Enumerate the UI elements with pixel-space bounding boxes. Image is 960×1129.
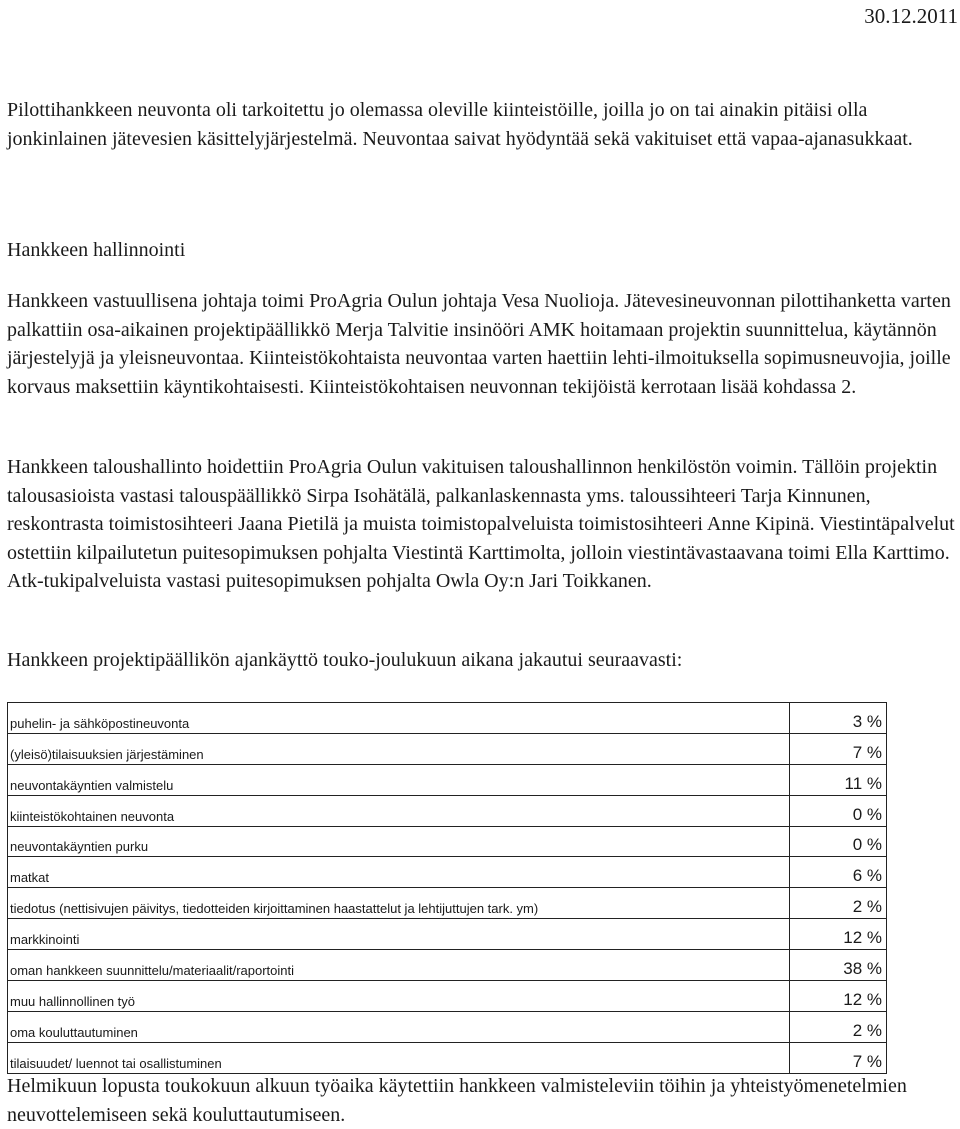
share-cell: 7 % [790,733,887,764]
table-row [8,764,887,795]
table-row [8,1011,887,1042]
activity-cell: kiinteistökohtainen neuvonta [8,795,790,826]
admin-heading: Hankkeen hallinnointi [7,239,186,261]
share-cell: 12 % [790,981,887,1012]
activity-cell: neuvontakäyntien valmistelu [8,764,790,795]
table-row [8,1042,887,1073]
table-row [8,795,887,826]
share-cell: 3 % [790,703,887,734]
activity-cell: neuvontakäyntien purku [8,826,790,857]
activity-cell: oman hankkeen suunnittelu/materiaalit/raportointi [8,950,790,981]
document-date: 30.12.2011 [864,4,958,28]
closing-paragraph: Helmikuun lopusta toukokuun alkuun työaika käytettiin hankkeen valmisteleviin töihin ja yhteistyömenetelmien neuvottelemiseen sekä kouluttautumiseen. [7,1075,907,1126]
time-allocation-heading: Hankkeen projektipäällikön ajankäyttö touko-joulukuun aikana jakautui seuraavasti: [7,649,683,671]
activity-cell: oma kouluttautuminen [8,1011,790,1042]
table-row [8,950,887,981]
table-row [8,919,887,950]
time-allocation-table [7,702,887,1074]
table-row [8,981,887,1012]
table-row [8,888,887,919]
share-cell: 11 % [790,764,887,795]
activity-cell: tiedotus (nettisivujen päivitys, tiedotteiden kirjoittaminen haastattelut ja lehtijuttujen tark. ym) [8,888,790,919]
activity-cell: tilaisuudet/ luennot tai osallistuminen [8,1042,790,1073]
share-cell: 12 % [790,919,887,950]
share-cell: 7 % [790,1042,887,1073]
share-cell: 0 % [790,826,887,857]
activity-cell: muu hallinnollinen työ [8,981,790,1012]
activity-cell: matkat [8,857,790,888]
table-row [8,703,887,734]
share-cell: 2 % [790,888,887,919]
activity-cell: markkinointi [8,919,790,950]
intro-paragraph: Pilottihankkeen neuvonta oli tarkoitettu jo olemassa oleville kiinteistöille, joilla jo on tai ainakin pitäisi olla jonkinlainen jätevesien käsittelyjärjestelmä. Neuvontaa saivat hyödyntää sekä vakituiset että vapaa-ajanasukkaat. [7,99,913,150]
table-row [8,857,887,888]
table-row [8,826,887,857]
share-cell: 2 % [790,1011,887,1042]
share-cell: 0 % [790,795,887,826]
activity-cell: puhelin- ja sähköpostineuvonta [8,703,790,734]
activity-cell: (yleisö)tilaisuuksien järjestäminen [8,733,790,764]
share-cell: 38 % [790,950,887,981]
table-row [8,733,887,764]
share-cell: 6 % [790,857,887,888]
finance-paragraph: Hankkeen taloushallinto hoidettiin ProAgria Oulun vakituisen taloushallinnon henkilöstön voimin. Tällöin projektin talousasioista vastasi talouspäällikkö Sirpa Isohätälä, palkanlaskennasta yms. taloussihteeri Tarja Kinnunen, reskontrasta toimistosihteeri Jaana Pietilä ja muista toimistopalveluista toimistosihteeri Anne Kipinä. Viestintäpalvelut ostettiin kilpailutetun puitesopimuksen pohjalta Viestintä Karttimolta, jolloin viestintävastaavana toimi Ella Karttimo. Atk-tukipalveluista vastasi puitesopimuksen pohjalta Owla Oy:n Jari Toikkanen. [7,456,955,592]
admin-paragraph: Hankkeen vastuullisena johtaja toimi ProAgria Oulun johtaja Vesa Nuolioja. Jätevesineuvonnan pilottihanketta varten palkattiin osa-aikainen projektipäällikkö Merja Talvitie insinööri AMK hoitamaan projektin suunnittelua, käytännön järjestelyjä ja yleisneuvontaa. Kiinteistökohtaista neuvontaa varten haettiin lehti-ilmoituksella sopimusneuvojia, joille korvaus maksettiin käyntikohtaisesti. Kiinteistökohtaisen neuvonnan tekijöistä kerrotaan lisää kohdassa 2. [7,290,951,398]
